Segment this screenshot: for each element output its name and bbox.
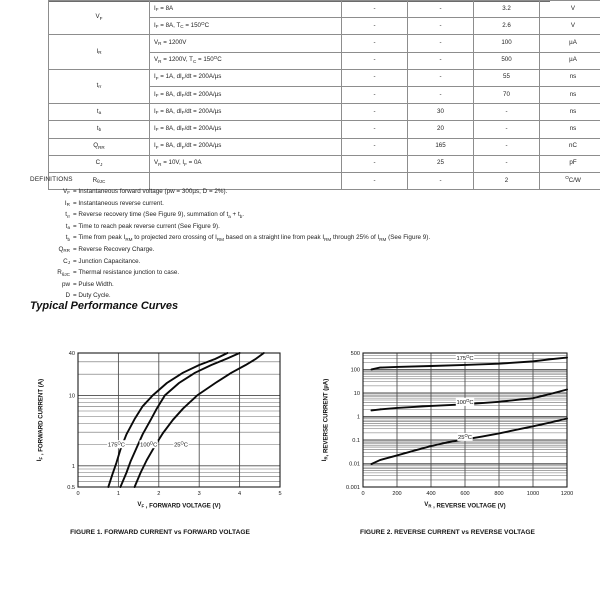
svg-text:VF , FORWARD VOLTAGE (V): $V_F$ , FORWARD VOLTAGE (V) (137, 501, 221, 510)
svg-text:0.5: 0.5 (67, 485, 75, 492)
cell-min: - (342, 35, 408, 52)
svg-text:5: 5 (278, 491, 282, 497)
cell-condition: $V_R = 10V$, $I_F = 0A$ (150, 155, 342, 172)
svg-text:1200: 1200 (560, 491, 574, 497)
svg-text:800: 800 (494, 491, 504, 497)
cell-unit: pF (540, 155, 600, 172)
cell-symbol: $I_R$ (49, 35, 150, 69)
table-row (49, 121, 600, 138)
definition-item (30, 209, 590, 221)
svg-text:1: 1 (71, 464, 75, 470)
definition-label: $t_{rr}$ (65, 211, 70, 219)
cell-max: 2.6 (474, 18, 540, 35)
svg-text:2: 2 (157, 491, 161, 497)
cell-max: 55 (474, 69, 540, 86)
definition-text: = Thermal resistance junction to case. (73, 269, 180, 277)
cell-min: - (342, 121, 408, 138)
cell-typ: 25 (408, 155, 474, 172)
svg-text:1000: 1000 (526, 491, 540, 497)
svg-text:0.1: 0.1 (352, 438, 360, 445)
cell-unit: ns (540, 86, 600, 103)
definition-text: = Reverse recovery time (See Figure 9), summation of $t_a + t_b$. (73, 211, 245, 219)
cell-min: - (342, 86, 408, 103)
definition-label: $V_F$ (62, 188, 70, 196)
cell-typ: - (408, 1, 474, 18)
svg-text:1: 1 (116, 491, 120, 497)
cell-max: 2 (474, 172, 540, 189)
definition-label: D (65, 292, 70, 300)
cell-typ: - (408, 172, 474, 189)
svg-text:10: 10 (68, 393, 75, 400)
cell-min: - (342, 172, 408, 189)
definition-item (30, 186, 590, 198)
cell-max: - (474, 138, 540, 155)
cell-min: - (342, 52, 408, 69)
electrical-specifications-table (48, 0, 581, 190)
svg-text:0: 0 (76, 491, 80, 497)
cell-symbol: $Q_{RR}$ (49, 138, 150, 155)
cell-unit: V (540, 1, 600, 18)
cell-condition: $I_F = 8A$ (150, 1, 342, 18)
svg-text:1: 1 (356, 414, 360, 421)
definition-item (30, 232, 590, 244)
cell-unit: $^O$C/W (540, 172, 600, 189)
definition-label: $I_R$ (64, 199, 70, 207)
definition-item (30, 221, 590, 233)
svg-text:4: 4 (238, 491, 242, 497)
definition-label: pw (61, 280, 70, 288)
cell-unit: ns (540, 104, 600, 121)
figure-1-plot (30, 345, 290, 525)
table-row (49, 69, 600, 86)
cell-condition: $I_F = 8A$, $T_C = 150^OC$ (150, 18, 342, 35)
svg-text:VR , REVERSE VOLTAGE (V): $V_R$ , REVERSE VOLTAGE (V) (424, 501, 506, 510)
cell-condition: $V_R = 1200V$ (150, 35, 342, 52)
table-row (49, 104, 600, 121)
cell-typ: 30 (408, 104, 474, 121)
cell-max: - (474, 155, 540, 172)
cell-symbol: $C_J$ (49, 155, 150, 172)
cell-symbol: $t_{rr}$ (49, 69, 150, 103)
typical-performance-curves-heading: Typical Performance Curves (30, 300, 179, 312)
definition-item (30, 267, 590, 279)
figure-2-caption: FIGURE 2. REVERSE CURRENT vs REVERSE VOLTAGE (360, 529, 535, 536)
table-row (49, 35, 600, 52)
cell-typ: - (408, 35, 474, 52)
definitions-list (30, 186, 590, 302)
cell-max: 500 (474, 52, 540, 69)
cell-max: 100 (474, 35, 540, 52)
cell-unit: V (540, 18, 600, 35)
cell-condition: $V_R = 1200V$, $T_C = 150^OC$ (150, 52, 342, 69)
cell-max: 3.2 (474, 1, 540, 18)
figure-1 (30, 345, 290, 560)
cell-min: - (342, 1, 408, 18)
definitions-section (30, 176, 590, 302)
cell-unit: ns (540, 121, 600, 138)
definition-label: $R_{\theta JC}$ (57, 269, 70, 277)
svg-text:0.001: 0.001 (346, 485, 360, 492)
cell-condition: $I_F = 1A$, $dI_F/dt = 200A/\mu s$ (150, 69, 342, 86)
svg-text:100: 100 (350, 367, 360, 374)
cell-typ: - (408, 69, 474, 86)
definition-text: = Pulse Width. (73, 280, 114, 288)
cell-unit: µA (540, 52, 600, 69)
svg-text:3: 3 (197, 491, 201, 497)
cell-min: - (342, 155, 408, 172)
cell-max: - (474, 104, 540, 121)
figure-2-plot (315, 345, 580, 525)
svg-text:500: 500 (350, 351, 360, 358)
definition-text: = Instantaneous reverse current. (73, 199, 164, 207)
definition-item (30, 256, 590, 268)
cell-min: - (342, 69, 408, 86)
svg-text:400: 400 (426, 491, 436, 497)
svg-text:200: 200 (392, 491, 402, 497)
definition-text: = Reverse Recovery Charge. (73, 245, 155, 253)
cell-typ: - (408, 18, 474, 35)
cell-symbol: $t_a$ (49, 104, 150, 121)
cell-unit: µA (540, 35, 600, 52)
definitions-title: DEFINITIONS (30, 176, 73, 183)
svg-text:IR, REVERSE CURRENT (µA): $I_R$, REVERSE CURRENT (µA) (321, 378, 330, 462)
svg-text:10: 10 (353, 391, 360, 398)
table-row (49, 1, 600, 18)
svg-text:175OC: $175^OC$ (456, 354, 474, 363)
definition-item (30, 198, 590, 210)
cell-typ: 165 (408, 138, 474, 155)
definition-text: = Time from peak $I_{RM}$ to projected zero crossing of $I_{RM}$ based on a straight line from peak $I_{RM}$ through 25% of $I_{RM}$ (See Figure 9). (73, 234, 431, 242)
cell-typ: 20 (408, 121, 474, 138)
figure-1-caption: FIGURE 1. FORWARD CURRENT vs FORWARD VOLTAGE (70, 529, 250, 536)
definition-label: $C_J$ (63, 257, 70, 265)
definition-text: = Time to reach peak reverse current (See Figure 9). (73, 222, 220, 230)
cell-symbol: $t_b$ (49, 121, 150, 138)
definition-item (30, 279, 590, 291)
svg-text:600: 600 (460, 491, 470, 497)
definition-label: $t_a$ (65, 222, 70, 231)
spec-table (48, 0, 600, 190)
cell-condition: $I_F = 8A$, $dI_F/dt = 200A/\mu s$ (150, 121, 342, 138)
svg-text:25OC: $25^OC$ (458, 433, 472, 442)
svg-text:25OC: $25^OC$ (174, 440, 188, 449)
svg-text:0: 0 (361, 491, 365, 497)
svg-text:100OC: $100^OC$ (456, 398, 474, 407)
svg-text:40: 40 (68, 351, 75, 358)
cell-typ: - (408, 86, 474, 103)
table-row (49, 155, 600, 172)
cell-symbol: $V_F$ (49, 1, 150, 35)
definition-item (30, 244, 590, 256)
definition-label: $t_b$ (65, 234, 70, 242)
table-row (49, 138, 600, 155)
cell-min: - (342, 104, 408, 121)
svg-text:100OC: $100^OC$ (140, 440, 158, 449)
definition-text: = Duty Cycle. (73, 292, 111, 300)
definition-text: = Instantaneous forward voltage (pw = 300µs, D = 2%). (73, 188, 228, 195)
cell-min: - (342, 18, 408, 35)
cell-unit: ns (540, 69, 600, 86)
cell-max: - (474, 121, 540, 138)
definition-text: = Junction Capacitance. (73, 257, 141, 265)
cell-typ: - (408, 52, 474, 69)
cell-unit: nC (540, 138, 600, 155)
cell-condition: $I_F = 8A$, $dI_F/dt = 200A/\mu s$ (150, 86, 342, 103)
figure-2 (315, 345, 580, 560)
cell-max: 70 (474, 86, 540, 103)
definition-label: $Q_{RR}$ (58, 245, 70, 254)
cell-symbol: $R_{\theta JC}$ (49, 172, 150, 189)
cell-condition: $I_F = 8A$, $dI_F/dt = 200A/\mu s$ (150, 104, 342, 121)
svg-text:IF , FORWARD CURRENT (A): $I_F$ , FORWARD CURRENT (A) (36, 378, 45, 462)
cell-condition: $I_F = 8A$, $dI_F/dt = 200A/\mu s$ (150, 138, 342, 155)
spec-table-body (49, 1, 600, 190)
cell-min: - (342, 138, 408, 155)
svg-text:0.01: 0.01 (349, 461, 360, 468)
svg-text:175OC: $175^OC$ (107, 440, 125, 449)
